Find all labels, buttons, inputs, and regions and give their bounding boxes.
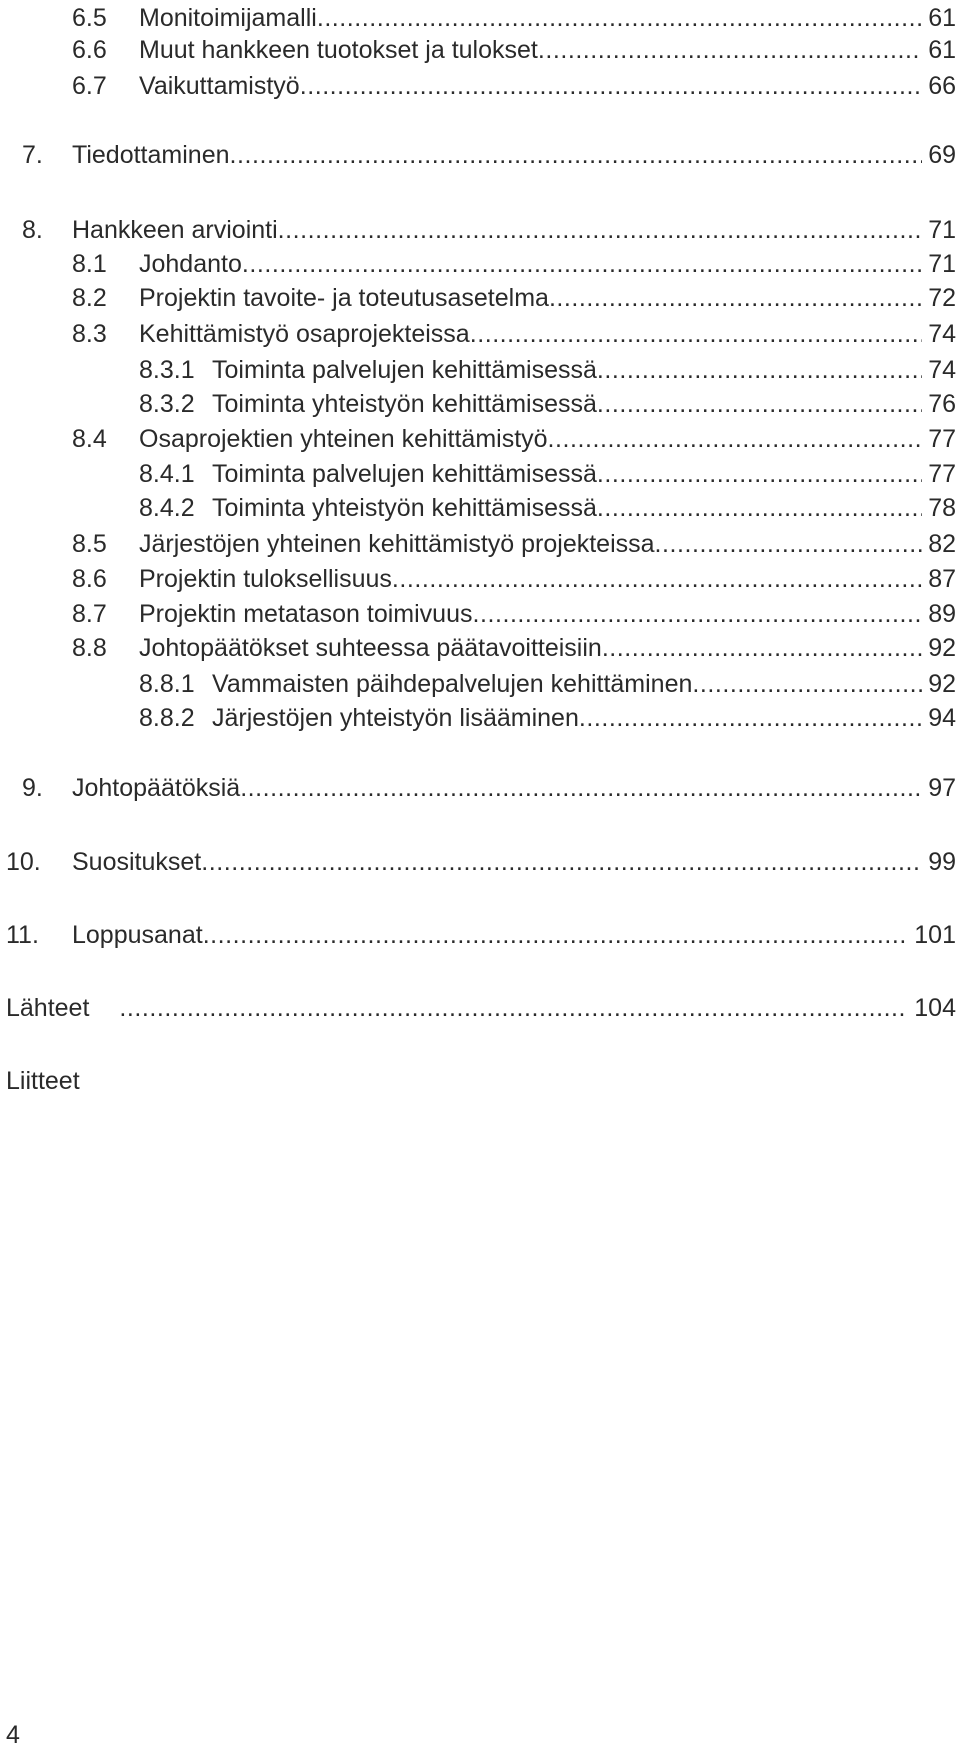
toc-entry-title: Monitoimijamalli bbox=[139, 4, 317, 32]
toc-entry-number: 8.8 bbox=[72, 634, 107, 662]
dot-leader bbox=[549, 280, 922, 316]
toc-entry-number: 11. bbox=[6, 921, 39, 949]
toc-entry[interactable] bbox=[0, 630, 960, 666]
dot-leader bbox=[201, 844, 922, 880]
toc-entry-title: Toiminta yhteistyön kehittämisessä bbox=[212, 494, 597, 522]
toc-entry-number: 9. bbox=[22, 774, 43, 802]
toc-entry-number: 8.3.2 bbox=[139, 390, 195, 418]
toc-entry-title: Projektin tuloksellisuus bbox=[139, 565, 392, 593]
toc-entry[interactable] bbox=[0, 68, 960, 104]
toc-entry-page: 89 bbox=[928, 600, 956, 628]
toc-entry-page: 61 bbox=[928, 4, 956, 32]
dot-leader bbox=[278, 212, 923, 248]
dot-leader bbox=[240, 770, 922, 806]
toc-entry-title: Järjestöjen yhteinen kehittämistyö projekteissa bbox=[139, 530, 655, 558]
dot-leader bbox=[119, 990, 908, 1026]
toc-entry-title: Toiminta yhteistyön kehittämisessä bbox=[212, 390, 597, 418]
toc-entry[interactable] bbox=[0, 352, 960, 388]
toc-entry-title: Suositukset bbox=[72, 848, 202, 876]
toc-entry-title: Toiminta palvelujen kehittämisessä bbox=[212, 460, 597, 488]
dot-leader bbox=[230, 137, 923, 173]
toc-entry-number: 8.8.2 bbox=[139, 704, 195, 732]
toc-entry-title: Vaikuttamistyö bbox=[139, 72, 300, 100]
toc-entry-page: 97 bbox=[928, 774, 956, 802]
toc-entry[interactable] bbox=[0, 844, 960, 880]
toc-entry-number: 6.6 bbox=[72, 36, 107, 64]
toc-entry[interactable] bbox=[0, 666, 960, 702]
toc-entry-number: 8.5 bbox=[72, 530, 107, 558]
toc-entry[interactable] bbox=[0, 280, 960, 316]
toc-entry-title: Johdanto bbox=[139, 250, 242, 278]
toc-entry-page: 104 bbox=[914, 994, 956, 1022]
toc-entry-title: Kehittämistyö osaprojekteissa bbox=[139, 320, 470, 348]
dot-leader bbox=[597, 352, 922, 388]
toc-entry-page: 76 bbox=[928, 390, 956, 418]
toc-entry[interactable] bbox=[0, 246, 960, 282]
dot-leader bbox=[597, 490, 922, 526]
toc-entry[interactable] bbox=[0, 917, 960, 953]
toc-entry-title: Osaprojektien yhteinen kehittämistyö bbox=[139, 425, 548, 453]
toc-entry-page: 71 bbox=[928, 250, 956, 278]
toc-entry[interactable] bbox=[0, 990, 960, 1026]
dot-leader bbox=[597, 386, 922, 422]
toc-entry-title: Johtopäätökset suhteessa päätavoitteisiin bbox=[139, 634, 602, 662]
toc-entry-title: Johtopäätöksiä bbox=[72, 774, 241, 802]
toc-entry-page: 77 bbox=[928, 425, 956, 453]
toc-entry-title: Projektin tavoite- ja toteutusasetelma bbox=[139, 284, 549, 312]
toc-entry-number: 8.7 bbox=[72, 600, 107, 628]
toc-entry-page: 99 bbox=[928, 848, 956, 876]
toc-entry-page: 94 bbox=[928, 704, 956, 732]
toc-entry-title: Vammaisten päihdepalvelujen kehittäminen bbox=[212, 670, 693, 698]
toc-entry-page: 78 bbox=[928, 494, 956, 522]
toc-entry-number: 6.5 bbox=[72, 4, 107, 32]
dot-leader bbox=[203, 917, 909, 953]
toc-entry-title: Projektin metatason toimivuus bbox=[139, 600, 473, 628]
toc-entry[interactable] bbox=[0, 490, 960, 526]
dot-leader bbox=[597, 456, 922, 492]
toc-entry-page: 61 bbox=[928, 36, 956, 64]
toc-entry-number: 8.3.1 bbox=[139, 356, 195, 384]
toc-entry[interactable] bbox=[0, 561, 960, 597]
toc-entry-page: 87 bbox=[928, 565, 956, 593]
toc-entry[interactable] bbox=[0, 137, 960, 173]
toc-entry-page: 74 bbox=[928, 320, 956, 348]
toc-entry-number: 8.3 bbox=[72, 320, 107, 348]
dot-leader bbox=[300, 68, 922, 104]
dot-leader bbox=[602, 630, 922, 666]
dot-leader bbox=[242, 246, 922, 282]
dot-leader bbox=[548, 421, 923, 457]
toc-entry-number: 10. bbox=[6, 848, 41, 876]
toc-entry[interactable] bbox=[0, 0, 960, 36]
toc-entry-title: Tiedottaminen bbox=[72, 141, 230, 169]
dot-leader bbox=[392, 561, 922, 597]
toc-entry-number: 8.4.1 bbox=[139, 460, 195, 488]
dot-leader bbox=[470, 316, 922, 352]
toc-entry-page: 101 bbox=[914, 921, 956, 949]
toc-entry[interactable] bbox=[0, 526, 960, 562]
toc-entry-title: Toiminta palvelujen kehittämisessä bbox=[212, 356, 597, 384]
toc-entry-page: 77 bbox=[928, 460, 956, 488]
toc-entry-page: 82 bbox=[928, 530, 956, 558]
toc-entry[interactable] bbox=[0, 700, 960, 736]
toc-entry-title: Loppusanat bbox=[72, 921, 203, 949]
toc-entry-page: 92 bbox=[928, 670, 956, 698]
toc-entry[interactable] bbox=[0, 770, 960, 806]
dot-leader bbox=[579, 700, 922, 736]
toc-entry-number: 8. bbox=[22, 216, 43, 244]
toc-entry-page: 92 bbox=[928, 634, 956, 662]
toc-entry-title: Lähteet bbox=[6, 994, 90, 1022]
dot-leader bbox=[472, 596, 922, 632]
dot-leader bbox=[538, 32, 922, 68]
toc-entry[interactable] bbox=[0, 596, 960, 632]
toc-entry[interactable] bbox=[0, 32, 960, 68]
toc-entry-number: 8.6 bbox=[72, 565, 107, 593]
toc-appendix-label[interactable]: Liitteet bbox=[6, 1067, 80, 1095]
toc-entry-title: Hankkeen arviointi bbox=[72, 216, 278, 244]
dot-leader bbox=[655, 526, 923, 562]
toc-entry[interactable] bbox=[0, 316, 960, 352]
toc-entry-number: 8.2 bbox=[72, 284, 107, 312]
toc-entry-page: 66 bbox=[928, 72, 956, 100]
page-number: 4 bbox=[6, 1721, 20, 1749]
toc-entry[interactable] bbox=[0, 386, 960, 422]
toc-entry-page: 69 bbox=[928, 141, 956, 169]
toc-entry-page: 74 bbox=[928, 356, 956, 384]
toc-entry-number: 7. bbox=[22, 141, 43, 169]
toc-entry-number: 8.4 bbox=[72, 425, 107, 453]
toc-entry-number: 8.8.1 bbox=[139, 670, 195, 698]
dot-leader bbox=[317, 0, 922, 36]
toc-entry-number: 6.7 bbox=[72, 72, 107, 100]
toc-entry-title: Järjestöjen yhteistyön lisääminen bbox=[212, 704, 579, 732]
toc-entry[interactable] bbox=[0, 456, 960, 492]
toc-entry-page: 71 bbox=[928, 216, 956, 244]
toc-entry-number: 8.4.2 bbox=[139, 494, 195, 522]
toc-entry[interactable] bbox=[0, 212, 960, 248]
toc-entry-title: Muut hankkeen tuotokset ja tulokset bbox=[139, 36, 538, 64]
toc-entry[interactable] bbox=[0, 421, 960, 457]
toc-entry-page: 72 bbox=[928, 284, 956, 312]
dot-leader bbox=[692, 666, 922, 702]
toc-entry-number: 8.1 bbox=[72, 250, 107, 278]
